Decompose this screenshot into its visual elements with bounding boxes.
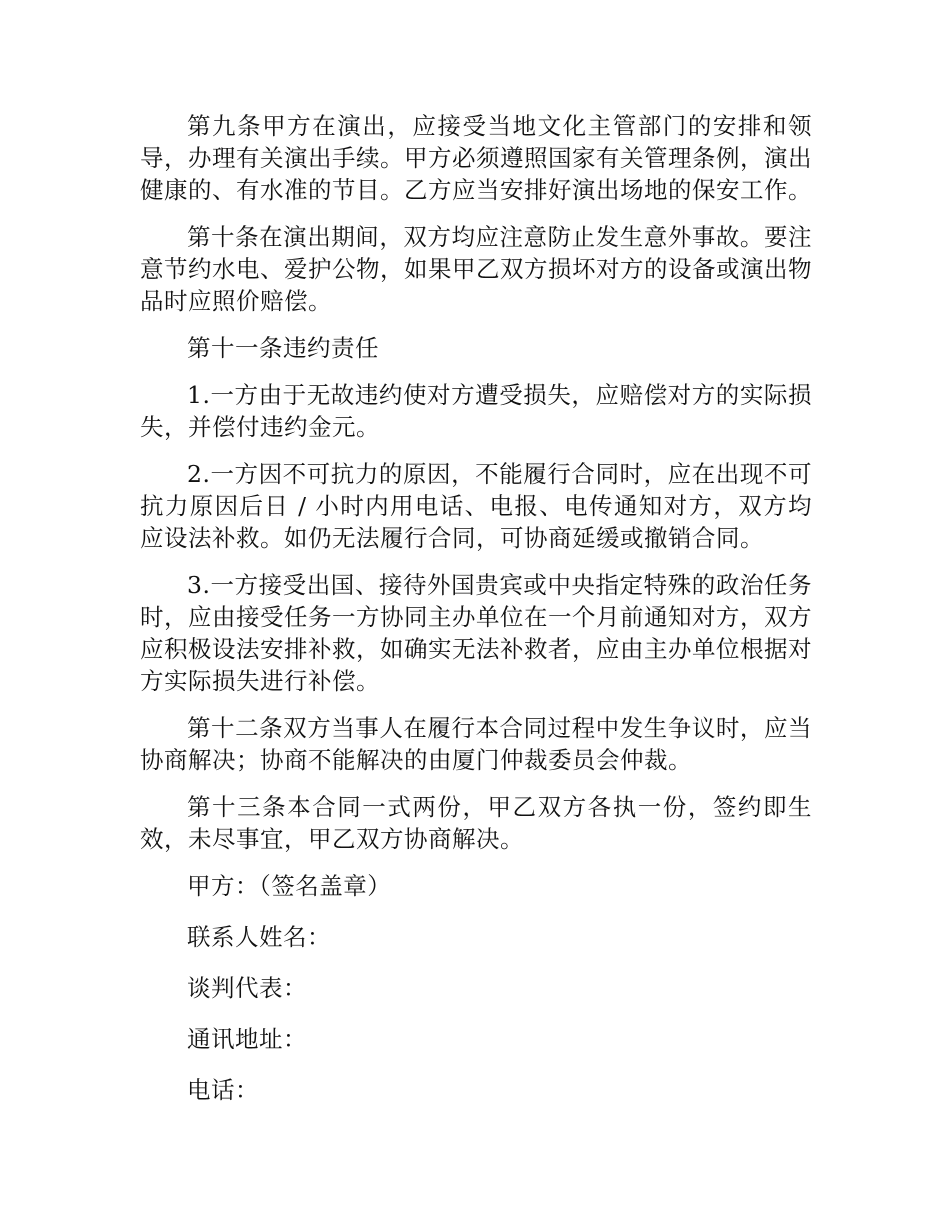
address-field: 通讯地址： (187, 1025, 307, 1053)
article-11-clause-1: 1.一方由于无故违约使对方遭受损失，应赔偿对方的实际损失，并偿付违约金元。 (140, 381, 812, 441)
phone-field: 电话： (187, 1076, 259, 1104)
document-page (140, 110, 812, 1125)
article-13: 第十三条本合同一式两份，甲乙双方各执一份，签约即生效，未尽事宜，甲乙双方协商解决。 (140, 793, 812, 853)
negotiator-field: 谈判代表： (187, 974, 307, 1002)
signature-block (140, 870, 812, 1106)
article-11-heading: 第十一条违约责任 (187, 334, 379, 362)
article-10: 第十条在演出期间，双方均应注意防止发生意外事故。要注意节约水电、爱护公物，如果甲乙双方损坏对方的设备或演出物品时应照价赔偿。 (140, 223, 812, 315)
party-a-signature-field: 甲方：（签名盖章） (187, 872, 392, 900)
article-12: 第十二条双方当事人在履行本合同过程中发生争议时，应当协商解决；协商不能解决的由厦门仲裁委员会仲裁。 (140, 714, 812, 774)
contact-name-field: 联系人姓名： (187, 923, 331, 951)
article-11-clause-3: 3.一方接受出国、接待外国贵宾或中央指定特殊的政治任务时，应由接受任务一方协同主办单位在一个月前通知对方，双方应积极设法安排补救，如确实无法补救者，应由主办单位根据对方实际损失进行补偿。 (140, 571, 812, 695)
article-9: 第九条甲方在演出，应接受当地文化主管部门的安排和领导，办理有关演出手续。甲方必须遵照国家有关管理条例，演出健康的、有水准的节目。乙方应当安排好演出场地的保安工作。 (140, 112, 812, 204)
article-11-clause-2: 2.一方因不可抗力的原因，不能履行合同时，应在出现不可抗力原因后日 / 小时内用电话、电报、电传通知对方，双方均应设法补救。如仍无法履行合同，可协商延缓或撤销合同。 (140, 460, 812, 552)
